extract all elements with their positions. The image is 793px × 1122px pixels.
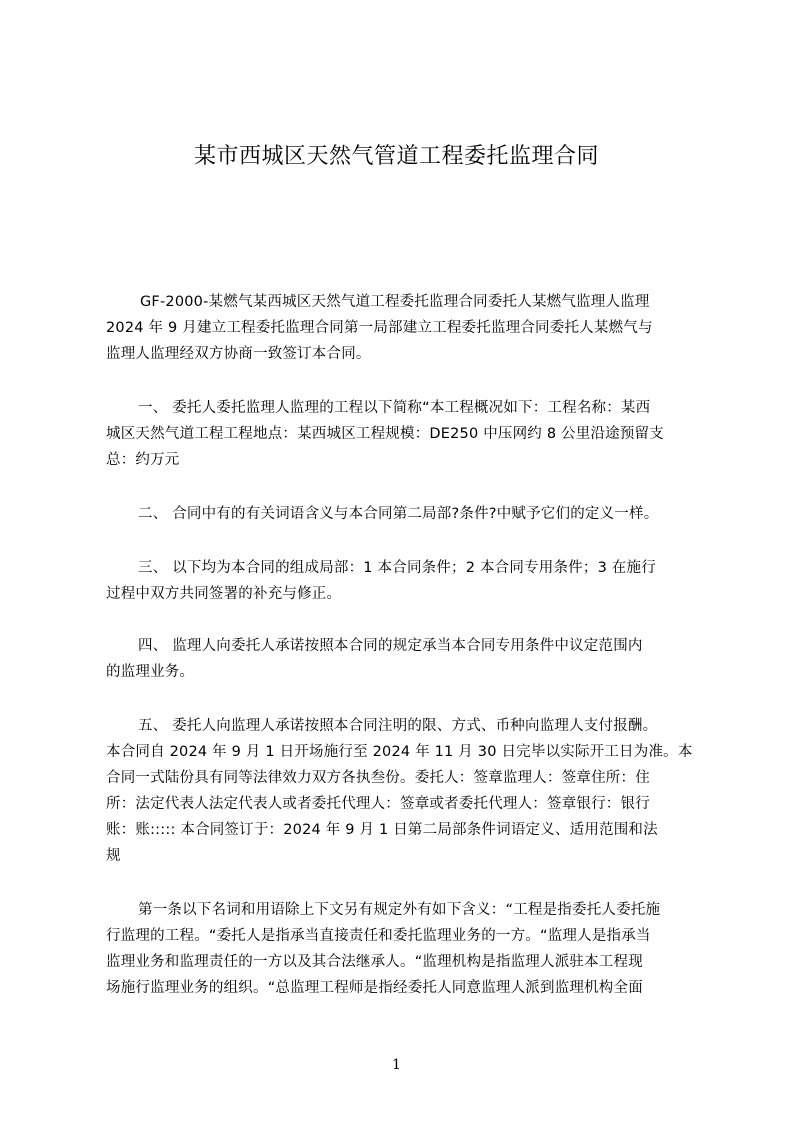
paragraph-line: 第一条以下名词和用语除上下文另有规定外有如下含义：“工程是指委托人委托施 [138, 902, 661, 918]
paragraph-line: 所：法定代表人法定代表人或者委托代理人：签章或者委托代理人：签章银行：银行 [106, 796, 650, 812]
paragraph-line: 监理人监理经双方协商一致签订本合同。 [106, 346, 371, 362]
paragraph-line: GF-2000-某燃气某西城区天然气道工程委托监理合同委托人某燃气监理人监理 [140, 294, 650, 310]
paragraph-line: 五、 委托人向监理人承诺按照本合同注明的限、方式、币种向监理人支付报酬。 [138, 718, 658, 734]
paragraph-line: 账：账::::: 本合同签订于：2024 年 9 月 1 日第二局部条件词语定义、适用范围和法 [106, 822, 658, 838]
paragraph-line: 场施行监理业务的组织。“总监理工程师是指经委托人同意监理人派到监理机构全面 [106, 980, 643, 996]
paragraph-line: 本合同自 2024 年 9 月 1 日开场施行至 2024 年 11 月 30 日完毕以实际开工日为准。本 [106, 744, 693, 760]
paragraph-line: 2024 年 9 月建立工程委托监理合同第一局部建立工程委托监理合同委托人某燃气与 [106, 320, 653, 336]
paragraph-line: 的监理业务。 [106, 664, 195, 680]
paragraph-line: 二、 合同中有的有关词语含义与本合同第二局部?条件?中赋予它们的定义一样。 [138, 506, 659, 522]
paragraph-line: 城区天然气道工程工程地点：某西城区工程规模：DE250 中压网约 8 公里沿途预留支 [106, 426, 664, 442]
paragraph-line: 四、 监理人向委托人承诺按照本合同的规定承当本合同专用条件中议定范围内 [138, 638, 643, 654]
paragraph-line: 过程中双方共同签署的补充与修正。 [106, 586, 342, 602]
paragraph-line: 三、 以下均为本合同的组成局部：1 本合同条件；2 本合同专用条件；3 在施行 [138, 560, 656, 576]
paragraph-line: 监理业务和监理责任的一方以及其合法继承人。“监理机构是指监理人派驻本工程现 [106, 954, 643, 970]
paragraph-line: 合同一式陆份具有同等法律效力双方各执叁份。委托人：签章监理人：签章住所：住 [106, 770, 650, 786]
paragraph-line: 一、 委托人委托监理人监理的工程以下简称“本工程概况如下：工程名称：某西 [138, 400, 651, 416]
document-title: 某市西城区天然气管道工程委托监理合同 [193, 144, 599, 169]
paragraph-line: 总：约万元 [106, 452, 180, 468]
page-number: 1 [392, 1057, 401, 1073]
paragraph-line: 行监理的工程。“委托人是指承当直接责任和委托监理业务的一方。“监理人是指承当 [106, 928, 651, 944]
paragraph-line: 规 [106, 848, 121, 864]
